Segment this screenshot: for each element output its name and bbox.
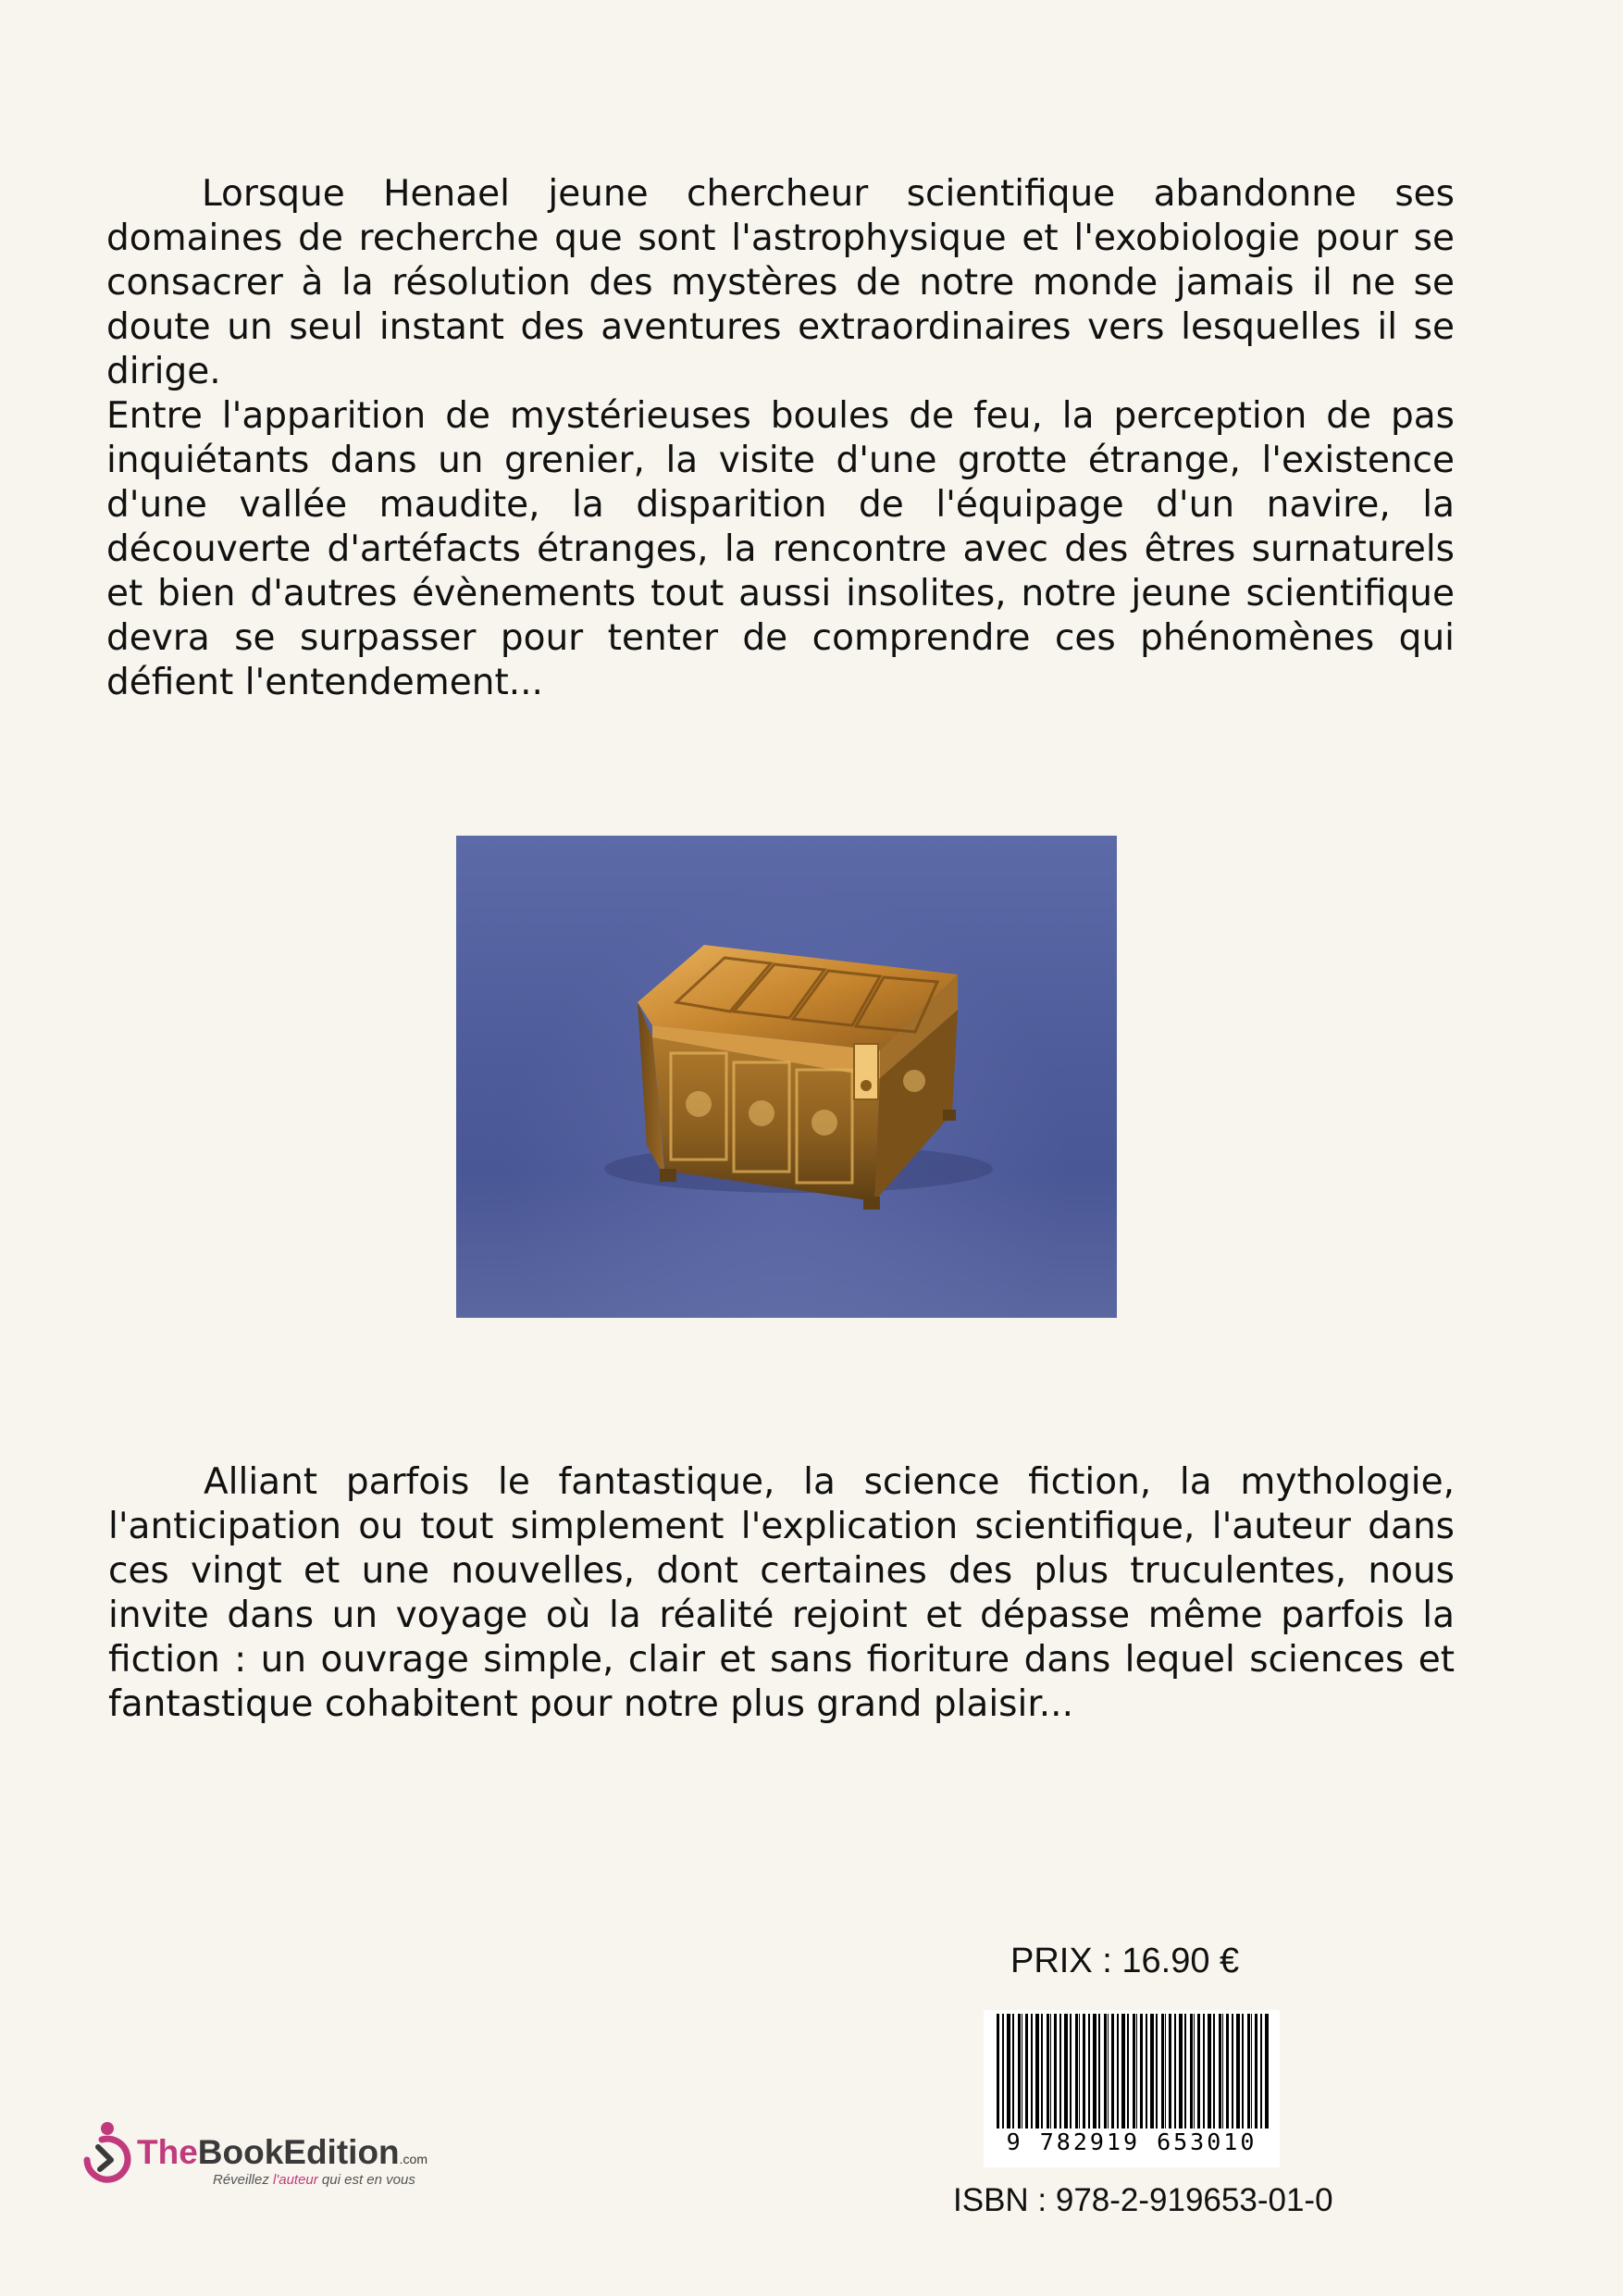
price-label: PRIX : 16.90 €	[1010, 1942, 1240, 1980]
isbn-label: ISBN : 978-2-919653-01-0	[953, 2182, 1333, 2218]
logo-word-book: Book	[197, 2133, 284, 2171]
logo-tagline-end: qui est en vous	[317, 2172, 415, 2188]
blurb-bottom	[108, 1460, 1455, 1727]
blurb-bottom-paragraph-1: Alliant parfois le fantastique, la science fiction, la mythologie, l'anticipation ou tout simplement l'explication scientifique, l'auteur dans ces vingt et une nouvelles, dont certaines des plus truculentes, nous invite dans un voyage où la réalité rejoint et dépasse même parfois la fiction : un ouvrage simple, clair et sans fioriture dans lequel sciences et fantastique cohabitent pour notre plus grand plaisir...	[108, 1461, 1455, 1725]
publisher-logo	[74, 2119, 500, 2193]
person-circle-logo-icon	[74, 2119, 139, 2184]
logo-word-the: The	[137, 2133, 198, 2171]
logo-tagline-start: Réveillez	[213, 2172, 274, 2188]
logo-tagline	[213, 2172, 415, 2189]
logo-wordmark	[137, 2134, 427, 2178]
cover-photo	[456, 836, 1117, 1318]
barcode-digits: 9 782919 653010	[1006, 2128, 1258, 2155]
blurb-top	[106, 172, 1455, 705]
casket-illustration	[456, 836, 1117, 1318]
logo-tagline-highlight: l'auteur	[273, 2172, 318, 2188]
logo-word-com: .com	[399, 2152, 427, 2166]
isbn-barcode	[984, 2010, 1280, 2167]
logo-word-edition: Edition	[283, 2133, 400, 2171]
blurb-top-paragraph-2: Entre l'apparition de mystérieuses boules de feu, la perception de pas inquiétants dans un grenier, la visite d'une grotte étrange, l'existence d'une vallée maudite, la disparition de l'équipage d'un navire, la découverte d'artéfacts étranges, la rencontre avec des êtres surnaturels et bien d'autres évènements tout aussi insolites, notre jeune scientifique devra se surpasser pour tenter de comprendre ces phénomènes qui défient l'entendement...	[106, 395, 1455, 703]
blurb-top-paragraph-1: Lorsque Henael jeune chercheur scientifique abandonne ses domaines de recherche que sont l'astrophysique et l'exobiologie pour se consacrer à la résolution des mystères de notre monde jamais il ne se doute un seul instant des aventures extraordinaires vers lesquelles il se dirige.	[106, 173, 1455, 392]
barcode-bars	[997, 2014, 1270, 2128]
